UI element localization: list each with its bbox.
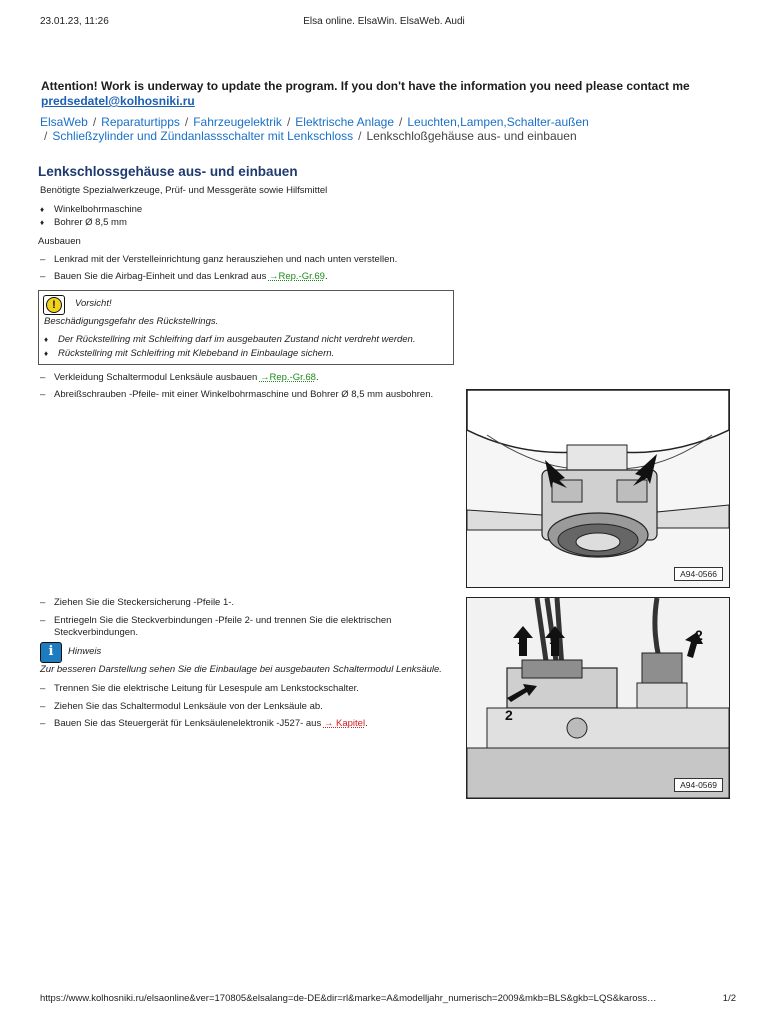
step-dash: –	[40, 701, 46, 712]
step-dash: –	[40, 389, 46, 400]
step-text: Entriegeln Sie die Steckverbindungen -Pfeile 2- und trennen Sie die elektrischen	[54, 615, 392, 626]
breadcrumb-reparaturtipps[interactable]: Reparaturtipps	[101, 115, 180, 129]
figure-code: A94-0566	[674, 567, 723, 581]
removal-heading: Ausbauen	[38, 236, 81, 247]
tool-item: Winkelbohrmaschine	[54, 204, 143, 215]
attention-notice: Attention! Work is underway to update the program. If you don't have the information you need please contact me	[41, 79, 690, 93]
breadcrumb-separator: /	[92, 115, 97, 129]
bullet-icon: ♦	[40, 205, 45, 214]
step-dash: –	[40, 372, 46, 383]
page-number: 1/2	[722, 993, 736, 1004]
bullet-icon: ♦	[40, 218, 45, 227]
rep-gr69-link[interactable]: →Rep.-Gr.69	[268, 271, 325, 282]
figure-code: A94-0569	[674, 778, 723, 792]
caution-label: Vorsicht!	[75, 298, 112, 309]
figure-label: 1	[549, 631, 557, 647]
step-text-cont: Steckverbindungen.	[54, 627, 138, 638]
warning-icon: !	[43, 295, 65, 315]
figure-label: 2	[695, 627, 703, 643]
step-dash: –	[40, 683, 46, 694]
caution-item: Rückstellring mit Schleifring mit Klebeband in Einbaulage sichern.	[58, 348, 335, 359]
figure-steering-lock-bolts	[466, 389, 730, 588]
step-text: Lenkrad mit der Verstelleinrichtung ganz herausziehen und nach unten verstellen.	[54, 254, 398, 265]
step-text: Trennen Sie die elektrische Leitung für Lesespule am Lenkstockschalter.	[54, 683, 359, 694]
step-text: Verkleidung Schaltermodul Lenksäule ausbauen →Rep.-Gr.68.	[54, 372, 319, 383]
step-dash: –	[40, 597, 46, 608]
step-text: Bauen Sie die Airbag-Einheit und das Lenkrad aus →Rep.-Gr.69.	[54, 271, 328, 282]
step-text-main: Bauen Sie das Steuergerät für Lenksäulenelektronik -J527- aus	[54, 718, 322, 729]
info-icon: i	[40, 642, 62, 663]
bullet-icon: ♦	[44, 349, 49, 358]
contact-email-link[interactable]: predsedatel@kolhosniki.ru	[41, 94, 195, 108]
breadcrumb	[40, 115, 589, 129]
hint-text: Zur besseren Darstellung sehen Sie die Einbaulage bei ausgebauten Schaltermodul Lenksäule.	[40, 664, 442, 675]
rep-gr68-link[interactable]: →Rep.-Gr.68	[259, 372, 316, 383]
breadcrumb-fahrzeugelektrik[interactable]: Fahrzeugelektrik	[193, 115, 282, 129]
kapitel-link[interactable]: → Kapitel	[323, 718, 366, 729]
step-text: Ziehen Sie die Steckersicherung -Pfeile 1-.	[54, 597, 235, 608]
print-title: Elsa online. ElsaWin. ElsaWeb. Audi	[303, 16, 465, 27]
step-text-main: Verkleidung Schaltermodul Lenksäule ausbauen	[54, 372, 258, 383]
step-text: Abreißschrauben -Pfeile- mit einer Winkelbohrmaschine und Bohrer Ø 8,5 mm ausbohren.	[54, 389, 434, 400]
print-url: https://www.kolhosniki.ru/elsaonline&ver=170805&elsalang=de-DE&dir=rl&marke=A&modelljahr_numerisch=2009&mkb=BLS&gkb=LQS&kaross…	[40, 993, 657, 1004]
figure-label: 1	[517, 631, 525, 647]
tool-item: Bohrer Ø 8,5 mm	[54, 217, 127, 228]
breadcrumb-leuchten[interactable]: Leuchten,Lampen,Schalter-außen	[407, 115, 589, 129]
figure-label: 2	[505, 707, 513, 723]
connector-illustration	[467, 598, 729, 798]
print-datetime: 23.01.23, 11:26	[40, 16, 109, 27]
breadcrumb-separator: /	[184, 115, 189, 129]
step-dash: –	[40, 271, 46, 282]
step-dash: –	[40, 254, 46, 265]
breadcrumb-separator: /	[399, 115, 403, 129]
step-text: Bauen Sie das Steuergerät für Lenksäulenelektronik -J527- aus → Kapitel.	[54, 718, 368, 729]
tools-heading: Benötigte Spezialwerkzeuge, Prüf- und Messgeräte sowie Hilfsmittel	[40, 185, 328, 196]
figure-connectors	[466, 597, 730, 799]
breadcrumb-current: Lenkschloßgehäuse aus- und einbauen	[366, 129, 577, 143]
breadcrumb-separator: /	[358, 129, 362, 143]
hint-label: Hinweis	[68, 646, 102, 657]
step-dash: –	[40, 615, 46, 626]
caution-item: Der Rückstellring mit Schleifring darf im ausgebauten Zustand nicht verdreht werden.	[58, 334, 416, 345]
step-text-main: Bauen Sie die Airbag-Einheit und das Lenkrad aus	[54, 271, 267, 282]
caution-box	[38, 290, 454, 365]
step-text: Ziehen Sie das Schaltermodul Lenksäule von der Lenksäule ab.	[54, 701, 323, 712]
bullet-icon: ♦	[44, 335, 49, 344]
breadcrumb-separator: /	[286, 115, 291, 129]
breadcrumb-schliesszylinder[interactable]: Schließzylinder und Zündanlassschalter mit Lenkschloss	[52, 129, 354, 143]
step-dash: –	[40, 718, 46, 729]
steering-column-illustration	[467, 390, 729, 587]
breadcrumb-elektrische-anlage[interactable]: Elektrische Anlage	[295, 115, 395, 129]
breadcrumb-line-2	[40, 129, 577, 143]
page-title: Lenkschlossgehäuse aus- und einbauen	[38, 164, 298, 179]
caution-heading: Beschädigungsgefahr des Rückstellrings.	[44, 316, 219, 327]
breadcrumb-separator: /	[44, 129, 48, 143]
breadcrumb-elsaweb[interactable]: ElsaWeb	[40, 115, 88, 129]
